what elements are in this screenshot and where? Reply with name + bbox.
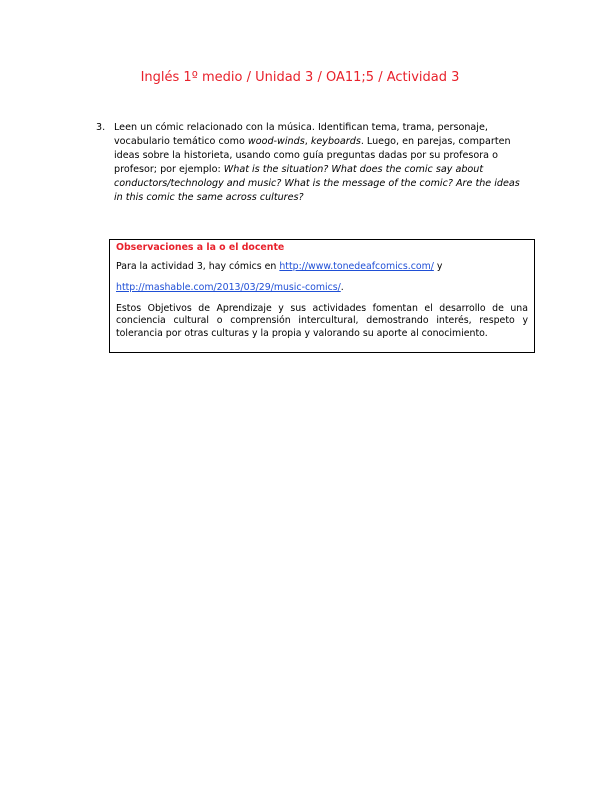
activity-term-2: keyboards	[310, 136, 361, 147]
page-title: Inglés 1º medio / Unidad 3 / OA11;5 / Actividad 3	[140, 70, 460, 85]
notes-line-2	[116, 282, 528, 295]
activity-number: 3.	[96, 122, 106, 133]
notes-paragraph: Estos Objetivos de Aprendizaje y sus actividades fomentan el desarrollo de una conciencia cultural o comprensión intercultural, demostrando interés, respeto y tolerancia por otras culturas y la propia y valorando su aporte al conocimiento.	[116, 302, 528, 339]
notes-line-1	[116, 261, 528, 274]
mashable-link[interactable]: http://mashable.com/2013/03/29/music-comics/	[116, 282, 341, 293]
activity-separator: ,	[304, 136, 311, 147]
teacher-notes-heading: Observaciones a la o el docente	[116, 242, 285, 253]
activity-item	[96, 121, 526, 205]
notes-line-1-prefix: Para la actividad 3, hay cómics en	[116, 260, 280, 272]
activity-description	[114, 121, 526, 205]
tonedeafcomics-link[interactable]: http://www.tonedeafcomics.com/	[279, 260, 434, 272]
activity-text-2: . Luego, en parejas, comparten ideas sobre la historieta, usando como guía preguntas dadas por su profesora o profesor; por ejemplo:	[114, 136, 511, 175]
teacher-notes-box	[109, 239, 535, 353]
activity-term-1: wood-winds	[247, 136, 305, 147]
activity-questions: What is the situation? What does the comic say about conductors/technology and music? What is the message of the comic? Are the ideas in this comic the same across cultures?	[114, 164, 520, 203]
activity-text-1: Leen un cómic relacionado con la música. Identifican tema, trama, personaje, vocabulario temático como	[114, 122, 488, 147]
notes-line-2-suffix: .	[340, 282, 344, 293]
notes-line-1-suffix: y	[433, 260, 443, 272]
